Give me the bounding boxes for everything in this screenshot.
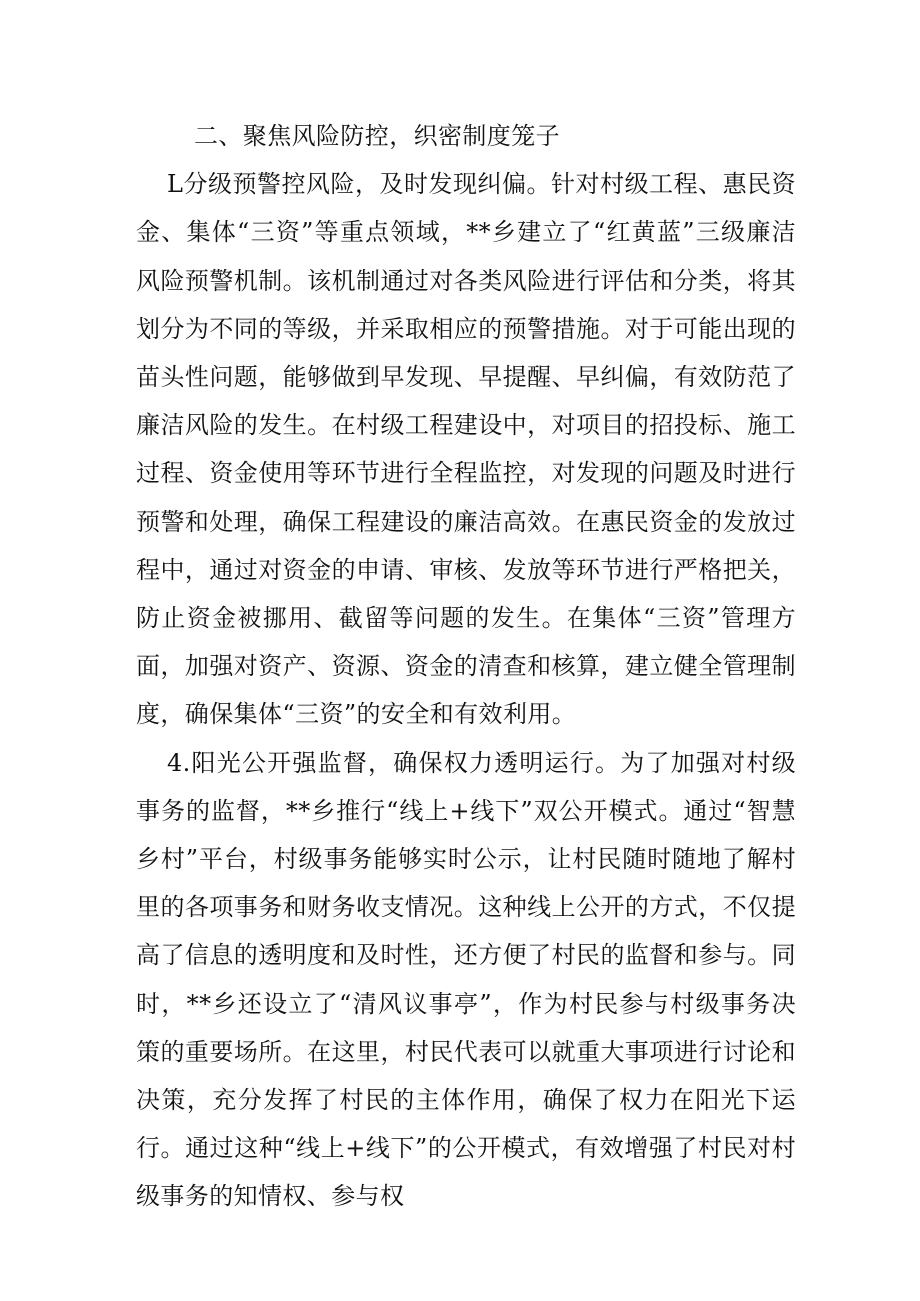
paragraph-risk-warning: [136, 160, 796, 738]
paragraph-lead: 4.阳光公开强监督，确保权力透明运行。: [167, 748, 621, 777]
paragraph-text: 为了加强对村级事务的监督，**乡推行“线上+线下”双公开模式。通过“智慧乡村”平台，村级事务能够实时公示，让村民随时随地了解村里的各项事务和财务收支情况。这种线上公开的方式，不仅提高了信息的透明度和及时性，还方便了村民的监督和参与。同时，**乡还设立了“清风议事亭”，作为村民参与村级事务决策的重要场所。在这里，村民代表可以就重大事项进行讨论和决策，充分发挥了村民的主体作用，确保了权力在阳光下运行。通过这种“线上+线下”的公开模式，有效增强了村民对村级事务的知情权、参与权: [136, 748, 796, 1211]
section-heading: 二、聚焦风险防控，织密制度笼子: [194, 122, 560, 150]
paragraph-text: 针对村级工程、惠民资金、集体“三资”等重点领域，**乡建立了“红黄蓝”三级廉洁风险预警机制。该机制通过对各类风险进行评估和分类，将其划分为不同的等级，并采取相应的预警措施。对于可能出现的苗头性问题，能够做到早发现、早提醒、早纠偏，有效防范了廉洁风险的发生。在村级工程建设中，对项目的招投标、施工过程、资金使用等环节进行全程监控，对发现的问题及时进行预警和处理，确保工程建设的廉洁高效。在惠民资金的发放过程中，通过对资金的申请、审核、发放等环节进行严格把关，防止资金被挪用、截留等问题的发生。在集体“三资”管理方面，加强对资产、资源、资金的清查和核算，建立健全管理制度，确保集体“三资”的安全和有效利用。: [136, 170, 797, 729]
paragraph-lead: L分级预警控风险，及时发现纠偏。: [167, 170, 552, 199]
document-body: [136, 112, 796, 1221]
paragraph-open-supervision: [136, 739, 796, 1221]
